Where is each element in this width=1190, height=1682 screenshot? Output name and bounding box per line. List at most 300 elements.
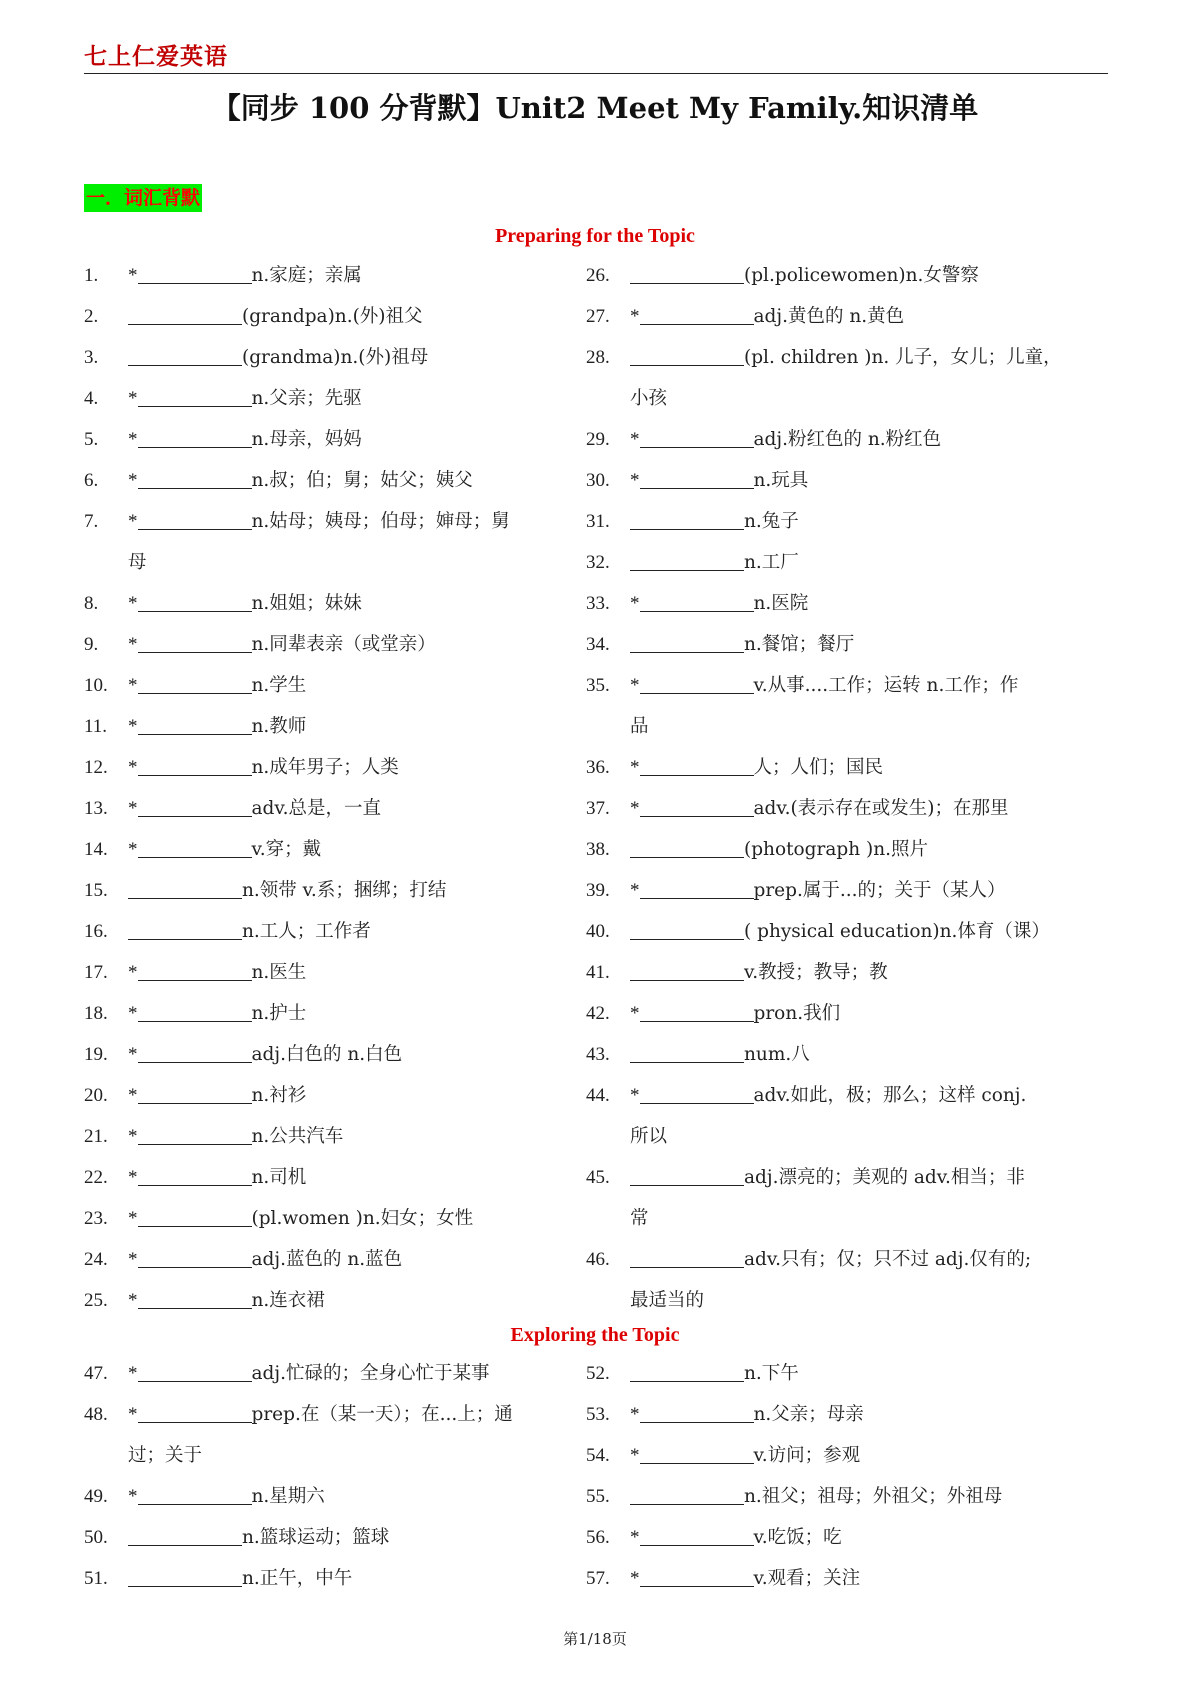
answer-blank[interactable]	[640, 1083, 754, 1104]
vocab-item	[586, 501, 1096, 542]
answer-blank[interactable]	[138, 755, 252, 776]
vocab-item	[586, 1558, 1096, 1599]
answer-blank[interactable]	[138, 1165, 252, 1186]
item-body	[128, 255, 362, 296]
definition: n.家庭；亲属	[251, 265, 362, 286]
vocab-item	[586, 1476, 1096, 1517]
vocab-item	[586, 1157, 1096, 1198]
vocab-item	[586, 1353, 1096, 1394]
key-word-marker: *	[630, 798, 640, 819]
vocab-item	[586, 829, 1096, 870]
item-number: 37.	[586, 798, 610, 819]
section-heading-vocabulary: 一．词汇背默	[84, 184, 202, 212]
answer-blank[interactable]	[138, 714, 252, 735]
definition: n.正午，中午	[242, 1568, 353, 1589]
vocab-item	[84, 1280, 554, 1321]
answer-blank[interactable]	[138, 427, 252, 448]
answer-blank[interactable]	[640, 427, 754, 448]
answer-blank[interactable]	[630, 263, 744, 284]
answer-blank[interactable]	[138, 1083, 252, 1104]
vocab-item	[586, 255, 1096, 296]
item-body	[630, 665, 1018, 706]
key-word-marker: *	[128, 1486, 138, 1507]
answer-blank[interactable]	[630, 1247, 744, 1268]
item-body	[128, 378, 362, 419]
item-body	[128, 1353, 490, 1394]
answer-blank[interactable]	[640, 468, 754, 489]
answer-blank[interactable]	[630, 1042, 744, 1063]
vocab-item	[84, 1034, 554, 1075]
item-body	[128, 665, 306, 706]
item-number: 19.	[84, 1044, 108, 1065]
vocab-item	[586, 624, 1096, 665]
definition: v.吃饭；吃	[753, 1527, 842, 1548]
definition: n.姑母；姨母；伯母；婶母；舅	[251, 511, 510, 532]
item-body	[128, 829, 321, 870]
answer-blank[interactable]	[630, 632, 744, 653]
item-body	[630, 1157, 1025, 1198]
vocab-item	[84, 501, 554, 542]
item-body	[630, 829, 928, 870]
item-body	[128, 1116, 343, 1157]
key-word-marker: *	[630, 593, 640, 614]
item-number: 33.	[586, 593, 610, 614]
answer-blank[interactable]	[128, 1525, 242, 1546]
definition: n.教师	[251, 716, 307, 737]
answer-blank[interactable]	[630, 345, 744, 366]
item-number: 26.	[586, 265, 610, 286]
definition: n.下午	[744, 1363, 799, 1384]
item-number: 15.	[84, 880, 108, 901]
header-divider	[84, 73, 1108, 74]
vocab-item	[84, 1198, 554, 1239]
answer-blank[interactable]	[640, 673, 754, 694]
document-title: 【同步 100 分背默】Unit2 Meet My Family.知识清单	[211, 91, 979, 125]
answer-blank[interactable]	[630, 919, 744, 940]
definition: adv.只有；仅；只不过 adj.仅有的;	[744, 1249, 1032, 1270]
definition: n.衬衫	[251, 1085, 307, 1106]
vocab-item-continuation	[84, 1435, 554, 1476]
definition: n.玩具	[753, 470, 809, 491]
item-body	[128, 1517, 389, 1558]
definition: n.学生	[251, 675, 307, 696]
definition: adj.粉红色的 n.粉红色	[753, 429, 942, 450]
item-number: 40.	[586, 921, 610, 942]
answer-blank[interactable]	[138, 1042, 252, 1063]
answer-blank[interactable]	[138, 1288, 252, 1309]
answer-blank[interactable]	[630, 509, 744, 530]
item-number: 53.	[586, 1404, 610, 1425]
answer-blank[interactable]	[128, 919, 242, 940]
vocab-item	[84, 624, 554, 665]
vocab-item	[586, 788, 1096, 829]
item-body	[630, 1034, 810, 1075]
answer-blank[interactable]	[640, 591, 754, 612]
answer-blank[interactable]	[138, 386, 252, 407]
answer-blank[interactable]	[138, 1124, 252, 1145]
item-body	[630, 542, 799, 583]
definition: adj.黄色的 n.黄色	[753, 306, 905, 327]
key-word-marker: *	[128, 634, 138, 655]
item-number: 34.	[586, 634, 610, 655]
item-number: 51.	[84, 1568, 108, 1589]
item-number: 6.	[84, 470, 99, 491]
definition: n.母亲，妈妈	[251, 429, 362, 450]
item-body	[128, 788, 381, 829]
definition: n.医生	[251, 962, 307, 983]
item-body	[630, 460, 808, 501]
answer-blank[interactable]	[138, 1361, 252, 1382]
vocab-item	[84, 952, 554, 993]
answer-blank[interactable]	[138, 632, 252, 653]
vocab-item-continuation	[84, 542, 554, 583]
vocab-item	[586, 911, 1096, 952]
definition-continuation: 过；关于	[128, 1445, 203, 1466]
item-number: 29.	[586, 429, 610, 450]
item-number: 49.	[84, 1486, 108, 1507]
answer-blank[interactable]	[630, 1484, 744, 1505]
definition: adv.(表示存在或发生)；在那里	[753, 798, 1009, 819]
answer-blank[interactable]	[138, 960, 252, 981]
definition: n.工厂	[744, 552, 799, 573]
answer-blank[interactable]	[128, 1566, 242, 1587]
item-number: 14.	[84, 839, 108, 860]
answer-blank[interactable]	[138, 796, 252, 817]
item-number: 21.	[84, 1126, 108, 1147]
key-word-marker: *	[128, 1208, 138, 1229]
item-body	[630, 624, 854, 665]
item-number: 30.	[586, 470, 610, 491]
key-word-marker: *	[128, 1126, 138, 1147]
definition: (pl.policewomen)n.女警察	[744, 265, 979, 286]
vocab-item	[84, 1157, 554, 1198]
page-footer: 第1/18页	[563, 1630, 627, 1648]
vocab-item	[586, 583, 1096, 624]
item-body	[128, 624, 436, 665]
item-number: 43.	[586, 1044, 610, 1065]
definition-continuation: 品	[630, 716, 649, 737]
item-number: 56.	[586, 1527, 610, 1548]
item-body	[630, 788, 1008, 829]
definition-continuation: 所以	[630, 1126, 668, 1147]
item-number: 16.	[84, 921, 108, 942]
vocab-item	[586, 1034, 1096, 1075]
answer-blank[interactable]	[640, 755, 754, 776]
key-word-marker: *	[630, 1568, 640, 1589]
definition: n.公共汽车	[251, 1126, 344, 1147]
answer-blank[interactable]	[640, 1001, 754, 1022]
item-body	[630, 501, 799, 542]
item-body	[630, 1476, 1002, 1517]
definition: n.篮球运动；篮球	[242, 1527, 390, 1548]
vocab-item	[586, 1517, 1096, 1558]
definition: v.观看；关注	[753, 1568, 861, 1589]
item-number: 18.	[84, 1003, 108, 1024]
item-number: 9.	[84, 634, 99, 655]
answer-blank[interactable]	[630, 837, 744, 858]
item-number: 22.	[84, 1167, 108, 1188]
answer-blank[interactable]	[138, 1206, 252, 1227]
item-number: 5.	[84, 429, 99, 450]
key-word-marker: *	[630, 1404, 640, 1425]
key-word-marker: *	[128, 962, 138, 983]
definition: n.姐姐；妹妹	[251, 593, 362, 614]
key-word-marker: *	[128, 757, 138, 778]
vocab-item-continuation	[586, 378, 1096, 419]
answer-blank[interactable]	[138, 1001, 252, 1022]
answer-blank[interactable]	[138, 591, 252, 612]
item-body	[128, 870, 446, 911]
key-word-marker: *	[128, 511, 138, 532]
item-body	[128, 706, 306, 747]
item-number: 10.	[84, 675, 108, 696]
answer-blank[interactable]	[630, 550, 744, 571]
item-body	[128, 993, 306, 1034]
item-number: 13.	[84, 798, 108, 819]
item-number: 7.	[84, 511, 99, 532]
definition: adj.蓝色的 n.蓝色	[251, 1249, 403, 1270]
item-body	[630, 1394, 864, 1435]
key-word-marker: *	[630, 757, 640, 778]
item-number: 24.	[84, 1249, 108, 1270]
item-number: 52.	[586, 1363, 610, 1384]
definition-continuation: 小孩	[630, 388, 668, 409]
vocab-item	[84, 1558, 554, 1599]
vocab-item	[84, 665, 554, 706]
key-word-marker: *	[128, 1363, 138, 1384]
vocab-item-continuation	[586, 1116, 1096, 1157]
key-word-marker: *	[630, 1445, 640, 1466]
answer-blank[interactable]	[640, 1402, 754, 1423]
item-number: 44.	[586, 1085, 610, 1106]
definition: v.穿；戴	[251, 839, 322, 860]
answer-blank[interactable]	[630, 1361, 744, 1382]
definition: n.领带 v.系；捆绑；打结	[242, 880, 447, 901]
item-body	[630, 337, 1062, 378]
vocab-item	[84, 460, 554, 501]
vocab-item	[84, 1353, 554, 1394]
definition: n.同辈表亲（或堂亲）	[251, 634, 436, 655]
item-body	[630, 952, 888, 993]
item-body	[128, 911, 371, 952]
item-body	[128, 419, 362, 460]
item-body	[128, 1558, 352, 1599]
key-word-marker: *	[630, 1085, 640, 1106]
answer-blank[interactable]	[128, 345, 242, 366]
definition: adv.总是，一直	[251, 798, 382, 819]
vocab-item	[84, 1075, 554, 1116]
vocab-item	[84, 788, 554, 829]
definition: adj.忙碌的；全身心忙于某事	[251, 1363, 490, 1384]
item-body	[630, 583, 808, 624]
key-word-marker: *	[630, 880, 640, 901]
definition: prep.在（某一天）；在...上；通	[251, 1404, 513, 1425]
definition: 人；人们；国民	[753, 757, 884, 778]
answer-blank[interactable]	[128, 878, 242, 899]
definition: prep.属于...的；关于（某人）	[753, 880, 1006, 901]
definition: n.父亲；母亲	[753, 1404, 864, 1425]
item-body	[128, 1075, 306, 1116]
vocab-item	[586, 460, 1096, 501]
definition: n.祖父；祖母；外祖父；外祖母	[744, 1486, 1003, 1507]
vocab-item	[586, 1435, 1096, 1476]
vocab-list-left-part1	[84, 255, 554, 1321]
definition: (photograph )n.照片	[744, 839, 929, 860]
key-word-marker: *	[128, 593, 138, 614]
key-word-marker: *	[630, 675, 640, 696]
definition: n.叔；伯；舅；姑父；姨父	[251, 470, 473, 491]
vocab-item-continuation	[586, 1198, 1096, 1239]
vocab-item	[84, 1116, 554, 1157]
definition: adj.白色的 n.白色	[251, 1044, 403, 1065]
definition: n.星期六	[251, 1486, 325, 1507]
item-number: 23.	[84, 1208, 108, 1229]
vocab-item	[84, 829, 554, 870]
item-number: 3.	[84, 347, 99, 368]
vocab-item	[84, 337, 554, 378]
definition: n.成年男子；人类	[251, 757, 399, 778]
item-number: 17.	[84, 962, 108, 983]
item-number: 36.	[586, 757, 610, 778]
vocab-item	[84, 993, 554, 1034]
definition-continuation: 母	[128, 552, 147, 573]
answer-blank[interactable]	[640, 304, 754, 325]
definition: n.医院	[753, 593, 809, 614]
item-number: 48.	[84, 1404, 108, 1425]
key-word-marker: *	[630, 306, 640, 327]
item-number: 28.	[586, 347, 610, 368]
answer-blank[interactable]	[138, 1402, 252, 1423]
answer-blank[interactable]	[138, 468, 252, 489]
definition: n.司机	[251, 1167, 307, 1188]
item-body	[630, 1239, 1031, 1280]
vocab-item	[586, 1239, 1096, 1280]
item-body	[128, 1157, 306, 1198]
item-body	[128, 583, 362, 624]
item-number: 32.	[586, 552, 610, 573]
vocab-item	[586, 337, 1096, 378]
definition: (grandpa)n.(外)祖父	[242, 306, 423, 327]
vocab-item	[84, 583, 554, 624]
item-body	[630, 1353, 799, 1394]
item-number: 2.	[84, 306, 99, 327]
definition: v.访问；参观	[753, 1445, 861, 1466]
answer-blank[interactable]	[630, 1165, 744, 1186]
vocab-item-continuation	[586, 706, 1096, 747]
item-number: 12.	[84, 757, 108, 778]
vocab-item	[586, 952, 1096, 993]
key-word-marker: *	[630, 429, 640, 450]
item-number: 42.	[586, 1003, 610, 1024]
answer-blank[interactable]	[640, 796, 754, 817]
vocab-item	[84, 1517, 554, 1558]
answer-blank[interactable]	[138, 1484, 252, 1505]
item-body	[630, 1517, 842, 1558]
item-body	[630, 419, 941, 460]
definition: n.餐馆；餐厅	[744, 634, 855, 655]
answer-blank[interactable]	[138, 837, 252, 858]
item-body	[128, 1198, 473, 1239]
item-body	[128, 952, 306, 993]
item-body	[630, 296, 904, 337]
vocab-item	[586, 1394, 1096, 1435]
definition: (pl. children )n. 儿子，女儿；儿童，	[744, 347, 1062, 368]
item-number: 46.	[586, 1249, 610, 1270]
vocab-item	[84, 1239, 554, 1280]
key-word-marker: *	[128, 1003, 138, 1024]
item-number: 41.	[586, 962, 610, 983]
vocab-item	[586, 296, 1096, 337]
definition: n.工人；工作者	[242, 921, 371, 942]
key-word-marker: *	[128, 1044, 138, 1065]
item-body	[128, 747, 399, 788]
answer-blank[interactable]	[640, 1525, 754, 1546]
vocab-item	[84, 747, 554, 788]
item-number: 38.	[586, 839, 610, 860]
vocab-item	[84, 870, 554, 911]
answer-blank[interactable]	[640, 1443, 754, 1464]
vocab-item	[84, 1476, 554, 1517]
key-word-marker: *	[630, 470, 640, 491]
definition: v.教授；教导；教	[744, 962, 888, 983]
item-number: 54.	[586, 1445, 610, 1466]
key-word-marker: *	[128, 839, 138, 860]
definition: n.兔子	[744, 511, 799, 532]
definition: pron.我们	[753, 1003, 841, 1024]
answer-blank[interactable]	[640, 878, 754, 899]
definition: ( physical education)n.体育（课）	[744, 921, 1050, 942]
item-number: 20.	[84, 1085, 108, 1106]
vocab-item	[84, 1394, 554, 1435]
answer-blank[interactable]	[138, 1247, 252, 1268]
key-word-marker: *	[128, 798, 138, 819]
item-body	[630, 993, 840, 1034]
definition: (grandma)n.(外)祖母	[242, 347, 429, 368]
answer-blank[interactable]	[640, 1566, 754, 1587]
definition: (pl.women )n.妇女；女性	[251, 1208, 474, 1229]
answer-blank[interactable]	[630, 960, 744, 981]
item-number: 39.	[586, 880, 610, 901]
definition: n.连衣裙	[251, 1290, 325, 1311]
definition: n.护士	[251, 1003, 307, 1024]
vocab-item	[586, 993, 1096, 1034]
vocab-item	[84, 706, 554, 747]
subheading-preparing: Preparing for the Topic	[495, 225, 695, 247]
definition: num.八	[744, 1044, 810, 1065]
vocab-item	[586, 870, 1096, 911]
subheading-exploring: Exploring the Topic	[510, 1324, 680, 1346]
item-body	[128, 1034, 402, 1075]
header-title: 七上仁爱英语	[84, 44, 228, 70]
item-body	[630, 747, 883, 788]
item-number: 27.	[586, 306, 610, 327]
vocab-item	[586, 542, 1096, 583]
answer-blank[interactable]	[138, 673, 252, 694]
vocab-item	[84, 296, 554, 337]
item-body	[128, 1280, 325, 1321]
definition-continuation: 常	[630, 1208, 649, 1229]
answer-blank[interactable]	[138, 509, 252, 530]
item-body	[630, 911, 1050, 952]
item-number: 25.	[84, 1290, 108, 1311]
answer-blank[interactable]	[128, 304, 242, 325]
key-word-marker: *	[630, 1527, 640, 1548]
item-body	[128, 460, 473, 501]
answer-blank[interactable]	[138, 263, 252, 284]
vocab-item	[84, 255, 554, 296]
item-body	[128, 296, 423, 337]
definition: adj.漂亮的；美观的 adv.相当；非	[744, 1167, 1025, 1188]
